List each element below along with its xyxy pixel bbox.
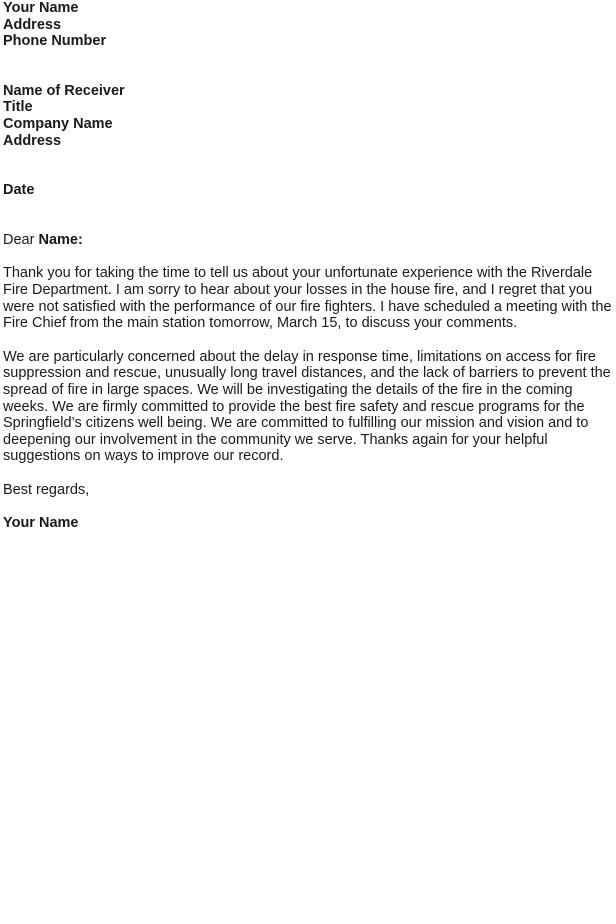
closing — [3, 482, 611, 499]
receiver-name: Name of Receiver — [3, 82, 125, 99]
receiver-address: Address — [3, 132, 62, 149]
greeting-prefix: Dear — [3, 231, 39, 248]
paragraph-line: deepening our involvement in the community we serve. Thanks again for your helpful — [3, 431, 548, 448]
sender-name: Your Name — [3, 0, 79, 16]
paragraph-line: were not satisfied with the performance of our fire fighters. I have scheduled a meeting with the — [3, 298, 612, 315]
letter-page — [3, 0, 611, 532]
sender-phone: Phone Number — [3, 33, 107, 50]
paragraph-line: Springfield’s citizens well being. We are committed to fulfilling our mission and vision and to — [3, 415, 589, 432]
paragraph-line: spread of fire in large spaces. We will be investigating the details of the fire in the coming — [3, 381, 573, 398]
signature — [3, 515, 611, 532]
body-paragraph-2 — [3, 349, 611, 465]
sender-block — [3, 0, 611, 50]
body-paragraph-1 — [3, 265, 611, 331]
greeting-name: Name: — [38, 231, 83, 248]
signature-name: Your Name — [3, 515, 79, 532]
closing-text: Best regards, — [3, 481, 90, 498]
receiver-block — [3, 83, 611, 149]
paragraph-line: Fire Chief from the main station tomorrow, March 15, to discuss your comments. — [3, 315, 518, 332]
paragraph-line: weeks. We are firmly committed to provide the best fire safety and rescue programs for the — [3, 398, 585, 415]
paragraph-line: suppression and rescue, unusually long travel distances, and the lack of barriers to prevent the — [3, 365, 611, 382]
paragraph-line: Thank you for taking the time to tell us about your unfortunate experience with the Riverdale — [3, 265, 593, 282]
sender-address: Address — [3, 16, 62, 33]
date-label: Date — [3, 182, 35, 199]
receiver-title: Title — [3, 99, 33, 116]
paragraph-line: Fire Department. I am sorry to hear about your losses in the house fire, and I regret that you — [3, 281, 593, 298]
paragraph-line: We are particularly concerned about the delay in response time, limitations on access for fire — [3, 348, 596, 365]
date-block — [3, 182, 611, 199]
greeting — [3, 232, 611, 249]
receiver-company: Company Name — [3, 115, 113, 132]
paragraph-line: suggestions on ways to improve our record. — [3, 448, 284, 465]
